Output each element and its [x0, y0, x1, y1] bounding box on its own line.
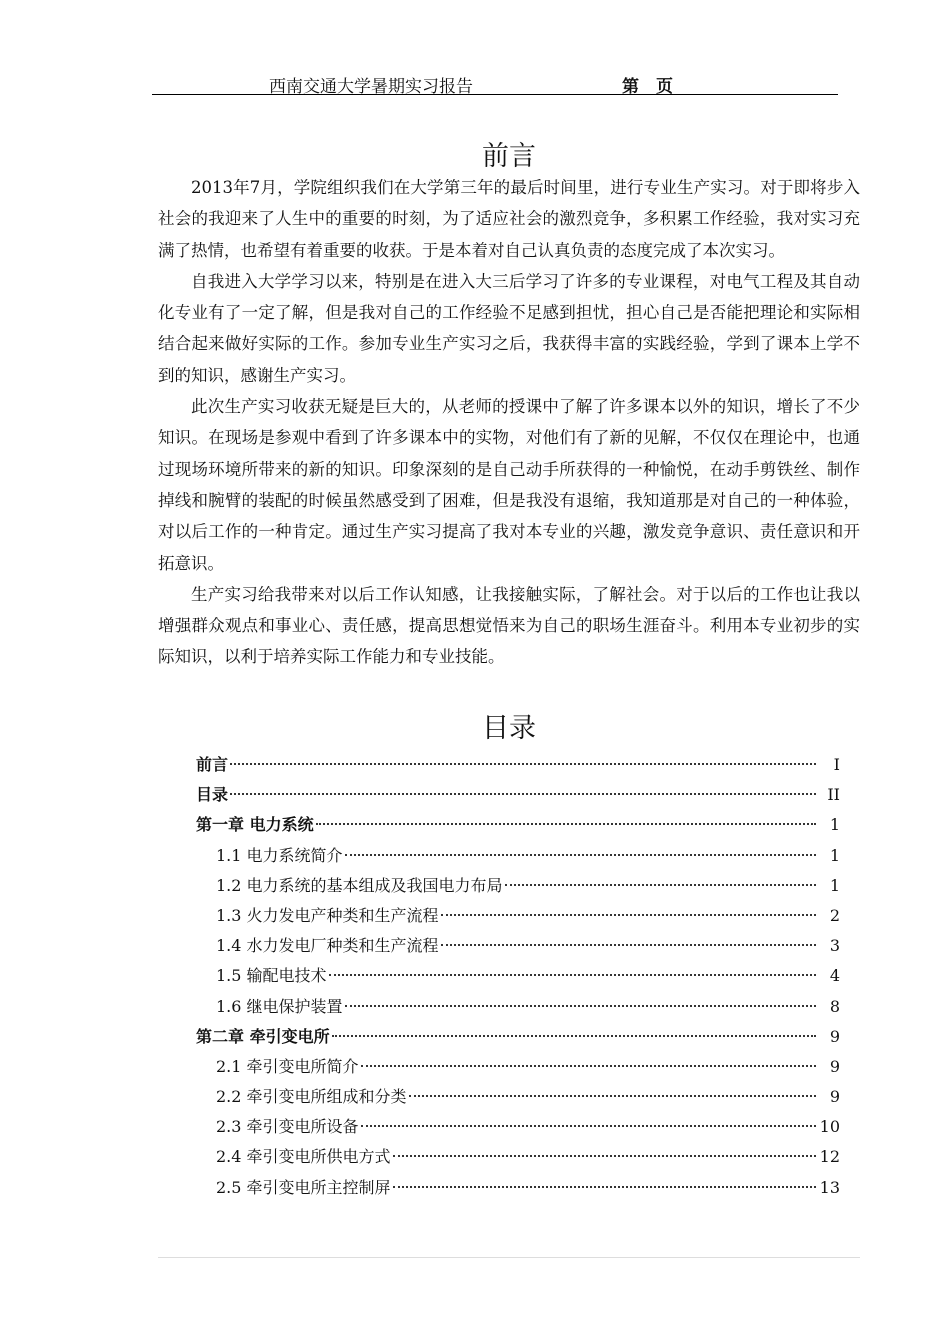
- toc-entry-page: 2: [829, 905, 840, 925]
- toc-leader-dots: [316, 823, 816, 825]
- toc-entry-page: 9: [829, 1087, 840, 1107]
- toc-entry-page: 9: [829, 1056, 840, 1076]
- preface-heading: 前言: [482, 141, 536, 172]
- toc-leader-dots: [230, 763, 816, 765]
- toc-entry[interactable]: [196, 780, 846, 810]
- toc-entry[interactable]: [196, 1082, 846, 1112]
- toc-leader-dots: [329, 974, 816, 976]
- toc-entry-page: 4: [829, 966, 840, 986]
- toc-entry-label: 1.3 火力发电产种类和生产流程: [216, 905, 439, 925]
- table-of-contents: [196, 750, 846, 1203]
- page-number-label: 第 页: [622, 77, 673, 97]
- preface-paragraph: 2013年7月，学院组织我们在大学第三年的最后时间里，进行专业生产实习。对于即将步入社会的我迎来了人生中的重要的时刻，为了适应社会的激烈竞争，多积累工作经验，我对实习充满了热情，也希望有着重要的收获。于是本着对自己认真负责的态度完成了本次实习。: [158, 178, 860, 260]
- toc-entry[interactable]: [196, 1052, 846, 1082]
- footer-divider: [158, 1257, 860, 1258]
- toc-entry[interactable]: [196, 961, 846, 991]
- toc-leader-dots: [409, 1095, 816, 1097]
- toc-entry[interactable]: [196, 841, 846, 871]
- toc-leader-dots: [441, 944, 816, 946]
- toc-entry[interactable]: [196, 931, 846, 961]
- preface-body: [158, 172, 860, 673]
- toc-entry-label: 第一章 电力系统: [196, 815, 314, 835]
- toc-leader-dots: [345, 1005, 816, 1007]
- toc-leader-dots: [345, 854, 816, 856]
- toc-entry[interactable]: [196, 992, 846, 1022]
- toc-entry-label: 1.1 电力系统简介: [216, 845, 343, 865]
- toc-entry-page: I: [833, 755, 840, 774]
- toc-entry-label: 1.6 继电保护装置: [216, 996, 343, 1016]
- toc-leader-dots: [332, 1035, 816, 1037]
- page-header: [152, 70, 838, 95]
- toc-leader-dots: [230, 793, 816, 795]
- toc-entry-label: 1.4 水力发电厂种类和生产流程: [216, 936, 439, 956]
- toc-entry-page: 10: [819, 1117, 840, 1137]
- toc-leader-dots: [361, 1125, 816, 1127]
- toc-entry-label: 1.2 电力系统的基本组成及我国电力布局: [216, 875, 503, 895]
- toc-entry-page: 1: [829, 845, 840, 865]
- toc-entry[interactable]: [196, 750, 846, 780]
- preface-paragraph: 此次生产实习收获无疑是巨大的，从老师的授课中了解了许多课本以外的知识，增长了不少知识。在现场是参观中看到了许多课本中的实物，对他们有了新的见解，不仅仅在理论中，也通过现场环境所带来的新的知识。印象深刻的是自己动手所获得的一种愉悦，在动手剪铁丝、制作掉线和腕臂的装配的时候虽然感受到了困难，但是我没有退缩，我知道那是对自己的一种体验，对以后工作的一种肯定。通过生产实习提高了我对本专业的兴趣，激发竞争意识、责任意识和开拓意识。: [158, 397, 860, 573]
- toc-entry-label: 1.5 输配电技术: [216, 966, 327, 986]
- toc-entry-label: 2.5 牵引变电所主控制屏: [216, 1177, 391, 1197]
- toc-entry[interactable]: [196, 1142, 846, 1172]
- toc-entry-page: 12: [819, 1147, 840, 1167]
- toc-leader-dots: [393, 1155, 816, 1157]
- toc-entry-page: 1: [829, 875, 840, 895]
- report-title: 西南交通大学暑期实习报告: [269, 77, 473, 97]
- toc-entry-page: II: [827, 785, 840, 805]
- toc-leader-dots: [393, 1186, 816, 1188]
- toc-entry[interactable]: [196, 810, 846, 840]
- toc-entry-label: 2.4 牵引变电所供电方式: [216, 1147, 391, 1167]
- toc-entry-label: 第二章 牵引变电所: [196, 1026, 330, 1046]
- toc-entry-label: 前言: [196, 755, 229, 774]
- toc-entry-label: 2.3 牵引变电所设备: [216, 1117, 359, 1137]
- toc-entry-label: 2.1 牵引变电所简介: [216, 1056, 359, 1076]
- toc-entry-label: 2.2 牵引变电所组成和分类: [216, 1087, 407, 1107]
- toc-entry-page: 9: [829, 1026, 840, 1046]
- toc-leader-dots: [441, 914, 816, 916]
- preface-paragraph: 自我进入大学学习以来，特别是在进入大三后学习了许多的专业课程，对电气工程及其自动化专业有了一定了解，但是我对自己的工作经验不足感到担忧，担心自己是否能把理论和实际相结合起来做好实际的工作。参加专业生产实习之后，我获得丰富的实践经验，学到了课本上学不到的知识，感谢生产实习。: [158, 271, 860, 385]
- toc-entry[interactable]: [196, 871, 846, 901]
- toc-leader-dots: [361, 1065, 816, 1067]
- toc-entry[interactable]: [196, 1173, 846, 1203]
- toc-entry-label: 目录: [196, 785, 229, 805]
- toc-entry[interactable]: [196, 1112, 846, 1142]
- toc-entry[interactable]: [196, 1022, 846, 1052]
- toc-heading: 目录: [482, 713, 536, 744]
- toc-entry-page: 1: [829, 815, 840, 835]
- preface-paragraph: 生产实习给我带来对以后工作认知感，让我接触实际，了解社会。对于以后的工作也让我以增强群众观点和事业心、责任感，提高思想觉悟来为自己的职场生涯奋斗。利用本专业初步的实际知识，以利于培养实际工作能力和专业技能。: [158, 584, 860, 667]
- toc-entry-page: 3: [829, 936, 840, 956]
- toc-entry-page: 8: [829, 996, 840, 1016]
- toc-entry[interactable]: [196, 901, 846, 931]
- toc-leader-dots: [505, 884, 816, 886]
- toc-entry-page: 13: [819, 1177, 840, 1197]
